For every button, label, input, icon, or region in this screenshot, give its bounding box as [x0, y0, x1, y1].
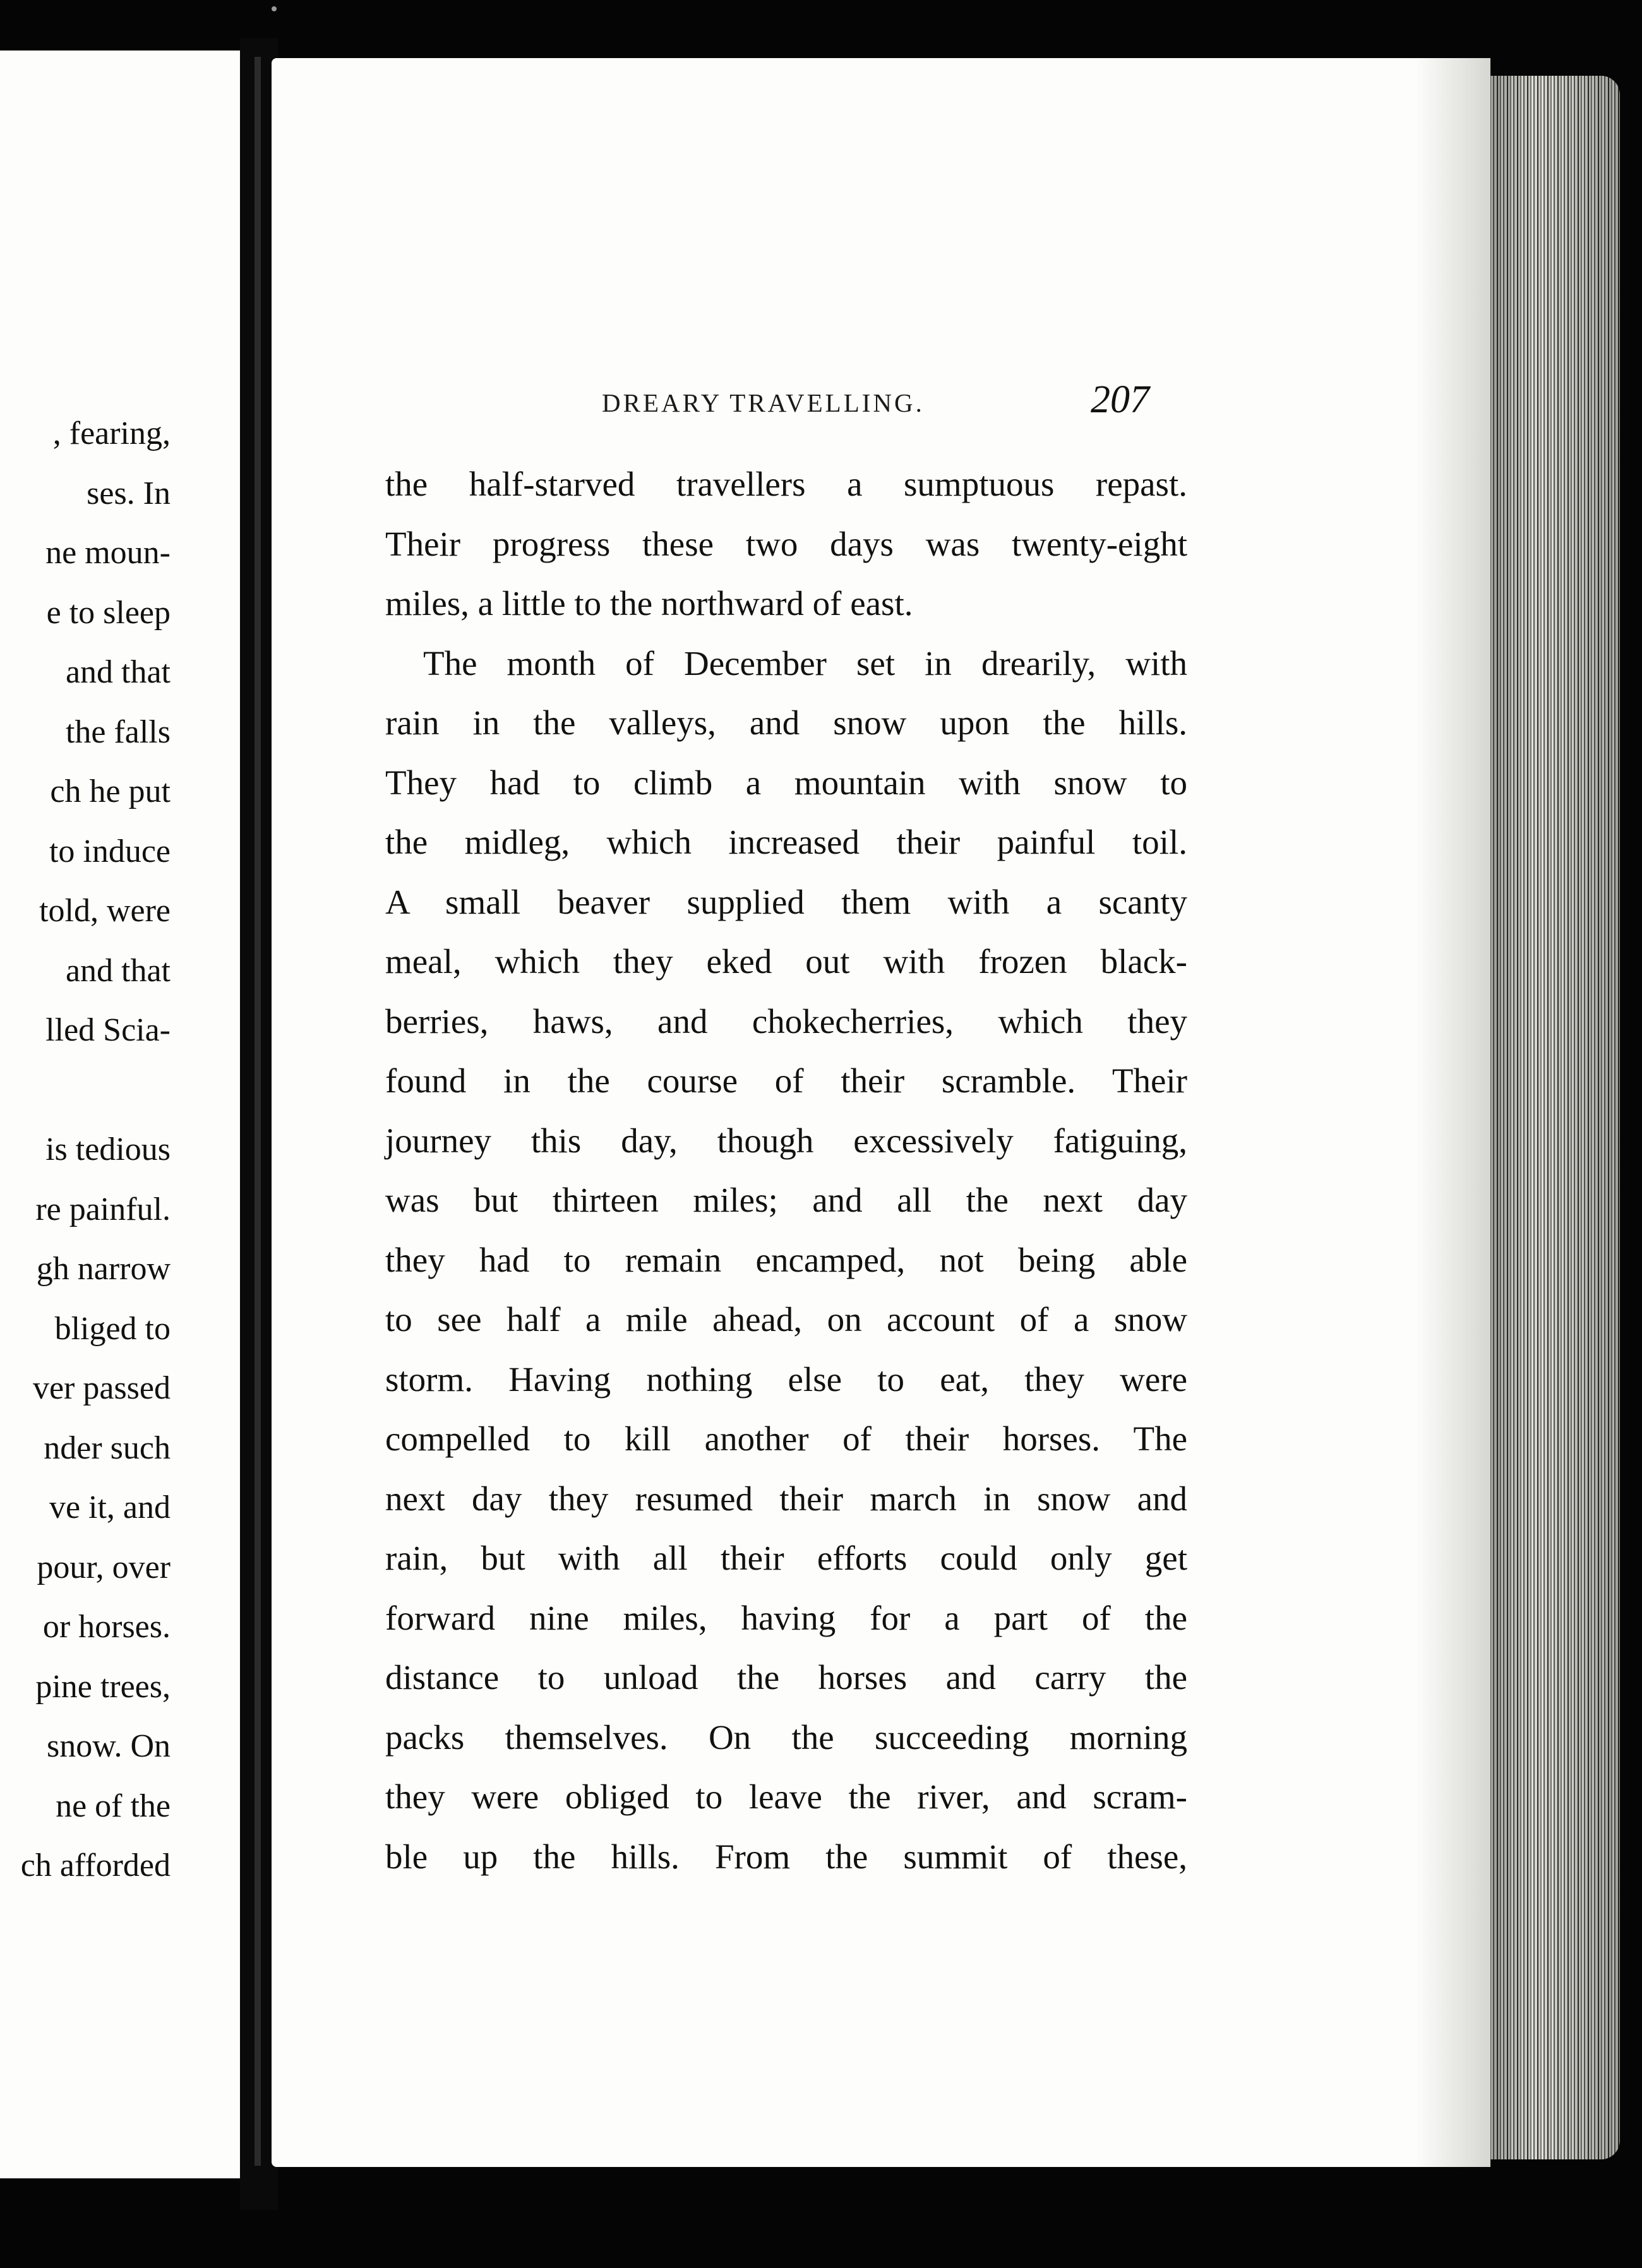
left-line: or horses.: [42, 1609, 171, 1645]
text-line: The month of December set in drearily, with: [423, 643, 1187, 683]
book-page-edges: [1481, 76, 1620, 2159]
left-line: [21, 1061, 171, 1121]
left-line: and that: [65, 654, 171, 690]
text-line: berries, haws, and chokecherries, which they: [385, 1001, 1187, 1041]
text-line: they had to remain encamped, not being able: [385, 1240, 1187, 1279]
left-line: bliged to: [54, 1310, 171, 1347]
text-line: rain, but with all their efforts could only get: [385, 1539, 1187, 1577]
text-line: storm. Having nothing else to eat, they were: [385, 1359, 1187, 1399]
left-line: ve it, and: [49, 1489, 171, 1525]
text-line: to see half a mile ahead, on account of a snow: [385, 1300, 1187, 1339]
left-line: ch he put: [50, 773, 171, 809]
left-page-text: [21, 404, 171, 1896]
left-line: is tedious: [45, 1131, 171, 1167]
gutter-shadow: [255, 57, 261, 2166]
left-line: ver passed: [32, 1370, 171, 1406]
left-line: ses. In: [87, 475, 171, 511]
left-line: e to sleep: [46, 594, 171, 631]
left-line: re painful.: [35, 1191, 171, 1227]
text-line: found in the course of their scramble. Their: [385, 1061, 1187, 1100]
left-line: ne of the: [56, 1788, 171, 1824]
left-line: pour, over: [37, 1549, 171, 1585]
body-text: [385, 455, 1187, 1887]
text-line: forward nine miles, having for a part of the: [385, 1598, 1187, 1637]
text-line: compelled to kill another of their horses. The: [385, 1419, 1187, 1458]
left-line: pine trees,: [35, 1668, 171, 1705]
text-line: was but thirteen miles; and all the next day: [385, 1181, 1187, 1219]
text-line: the half-starved travellers a sumptuous repast.: [385, 465, 1187, 503]
page-number: 207: [1091, 378, 1149, 421]
text-line: the midleg, which increased their painful toil.: [385, 823, 1187, 861]
left-line: lled Scia-: [45, 1012, 171, 1048]
text-line: They had to climb a mountain with snow to: [385, 763, 1187, 802]
left-line: ch afforded: [20, 1847, 171, 1883]
left-line: to induce: [49, 833, 171, 869]
left-line: the falls: [65, 713, 171, 750]
scan-speck: [272, 6, 277, 11]
text-line: meal, which they eked out with frozen black-: [385, 942, 1187, 981]
running-head: [272, 330, 1490, 421]
left-page: [0, 51, 243, 2178]
text-line: next day they resumed their march in snow and: [385, 1479, 1187, 1518]
left-line: told, were: [39, 893, 171, 929]
text-line: they were obliged to leave the river, and scram-: [385, 1777, 1187, 1816]
text-line: rain in the valleys, and snow upon the hills.: [385, 703, 1187, 742]
left-line: and that: [65, 952, 171, 989]
left-line: , fearing,: [52, 415, 171, 451]
text-line: ble up the hills. From the summit of these,: [385, 1837, 1187, 1876]
text-line: miles, a little to the northward of east.: [385, 584, 913, 623]
text-line: distance to unload the horses and carry the: [385, 1658, 1187, 1697]
left-line: nder such: [44, 1429, 171, 1466]
text-line: packs themselves. On the succeeding morning: [385, 1717, 1187, 1757]
text-line: Their progress these two days was twenty-eight: [385, 524, 1187, 563]
running-head-title: DREARY TRAVELLING.: [602, 388, 925, 417]
text-line: journey this day, though excessively fatiguing,: [385, 1121, 1187, 1160]
text-line: A small beaver supplied them with a scanty: [385, 882, 1187, 921]
left-line: gh narrow: [36, 1251, 171, 1287]
right-page: [272, 58, 1490, 2167]
left-line: ne moun-: [45, 535, 171, 571]
left-line: snow. On: [47, 1728, 171, 1764]
